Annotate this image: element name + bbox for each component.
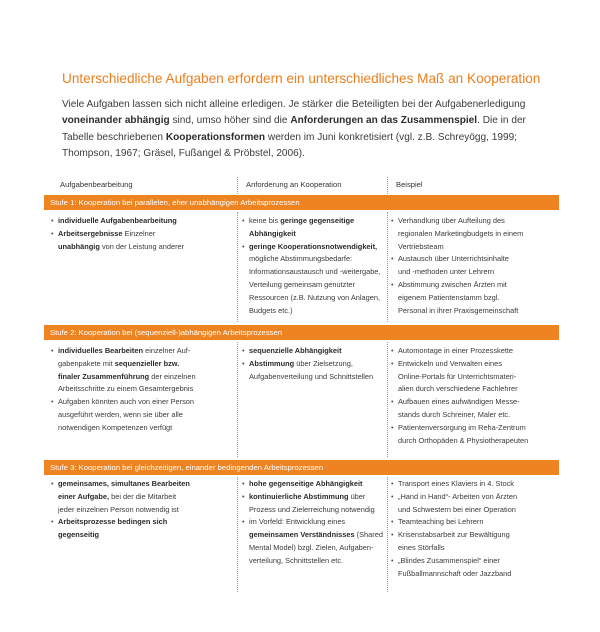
bold-text: gegenseitig (58, 530, 100, 540)
text-run: Ressourcen (z.B. Nutzung von Anlagen, (249, 292, 381, 302)
list-item (242, 241, 384, 318)
text-run: „Blindes Zusammenspiel“ einer (398, 555, 500, 565)
stage-1-aufgabenbearbeitung (51, 215, 233, 253)
text-run: von der Leistung anderer (99, 241, 185, 251)
intro-paragraph (62, 97, 546, 162)
list-item (391, 396, 559, 422)
text-run: der einzelnen (149, 371, 196, 381)
stage-3-aufgabenbearbeitung (51, 478, 233, 542)
text-run: . Die in der Tabelle beschriebenen (62, 115, 526, 143)
list-item (242, 215, 384, 241)
text-run: Einzelner (122, 228, 156, 238)
column-divider (387, 212, 388, 322)
text-run: einzelner Auf- (143, 346, 191, 355)
stage-1-band: Stufe 1: Kooperation bei parallelen, eher unabhängigen Arbeitsprozessen (44, 195, 559, 210)
text-run: jeder einzelnen Person notwendig ist (58, 504, 179, 514)
bold-text: voneinander abhängig (62, 115, 170, 127)
text-run: Verhandlung über Aufteilung des (398, 216, 505, 225)
list-item (391, 358, 559, 396)
column-header-anforderung: Anforderung an Kooperation (246, 180, 342, 189)
bold-text: Arbeitsergebnisse (58, 228, 123, 238)
bold-text: sequenzielle Abhängigkeit (249, 346, 342, 355)
bold-text: geringe Kooperationsnotwendigkeit, (249, 241, 378, 251)
column-divider (237, 342, 238, 457)
bullet-list (242, 478, 384, 568)
column-divider (387, 342, 388, 457)
text-run: ausgeführt werden, wenn sie über alle (58, 409, 183, 419)
text-run: Entwickeln und Verwalten eines (398, 358, 502, 368)
text-run: Abstimmung zwischen Ärzten mit (398, 279, 507, 289)
bold-text: Abstimmung (249, 358, 295, 368)
text-run: werden im Juni konkretisiert (vgl. z.B. Schreyögg, 1999; Thompson, 1967; Gräsel, Fußangel & Pröbstel, 2006). (62, 131, 517, 159)
column-header-aufgabenbearbeitung: Aufgabenbearbeitung (60, 180, 133, 189)
text-run: und -methoden unter Lehrern (398, 267, 495, 277)
list-item (391, 478, 559, 491)
text-run: Viele Aufgaben lassen sich nicht alleine erledigen. Je stärker die Beteiligten bei der Aufgabenerledigung (62, 99, 526, 110)
bold-text: sequenzieller bzw. (114, 358, 180, 368)
text-run: Mental Model) bzgl. Zielen, Aufgaben- (249, 542, 374, 552)
list-item (51, 228, 233, 254)
stage-2-anforderung (242, 345, 384, 383)
list-item (242, 491, 384, 517)
list-item (51, 396, 233, 434)
text-run: verteilung, Schnittstellen etc. (249, 555, 344, 565)
stage-3-beispiel (391, 478, 559, 580)
bold-text: geringe gegenseitige (280, 216, 355, 225)
text-run: bei der die Mitarbeit (109, 491, 177, 501)
stage-2-aufgabenbearbeitung (51, 345, 233, 435)
bold-text: Abhängigkeit (249, 228, 296, 238)
text-run: gabenpakete mit (58, 358, 115, 368)
text-run: „Hand in Hand“- Arbeiten von Ärzten (398, 491, 518, 501)
text-run: über Zielsetzung, (294, 358, 353, 368)
text-run: Vertriebsteam (398, 241, 444, 251)
text-run: Budgets etc.) (249, 305, 293, 315)
bold-text: individuelle Aufgabenbearbeitung (58, 216, 177, 225)
text-run: Austausch über Unterrichtsinhalte (398, 254, 509, 264)
list-item (391, 516, 559, 529)
text-run: Online-Portals für Unterrichtsmateri- (398, 371, 517, 381)
text-run: über (348, 491, 366, 501)
list-item (242, 358, 384, 384)
text-run: Aufgaben könnten auch von einer Person (58, 397, 195, 407)
bold-text: Arbeitsprozesse bedingen sich (58, 517, 168, 527)
stage-1-beispiel (391, 215, 559, 317)
stage-2-band: Stufe 2: Kooperation bei (sequenziell-)abhängigen Arbeitsprozessen (44, 325, 559, 340)
list-item (391, 422, 559, 448)
list-item (391, 253, 559, 279)
text-run: im Vorfeld: Entwicklung eines (249, 517, 346, 527)
bullet-list (391, 478, 559, 580)
text-run: eines Störfalls (398, 542, 445, 552)
text-run: Arbeitsschritte zu einem Gesamtergebnis (58, 384, 194, 394)
text-run: durch Orthopäden & Physiotherapeuten (398, 435, 529, 445)
column-header-beispiel: Beispiel (396, 180, 423, 189)
bold-text: unabhängig (58, 241, 100, 251)
list-item (391, 555, 559, 581)
column-divider (387, 477, 388, 592)
bold-text: finaler Zusammenführung (58, 371, 150, 381)
list-item (51, 345, 233, 396)
bullet-list (242, 345, 384, 383)
bullet-list (242, 215, 384, 317)
text-run: alien durch verschiedene Fachlehrer (398, 384, 518, 394)
bold-text: gemeinsames, simultanes Bearbeiten (58, 479, 190, 488)
column-divider (237, 177, 238, 194)
bullet-list (51, 345, 233, 435)
text-run: notwendigen Kompetenzen verfügt (58, 422, 173, 432)
list-item (51, 516, 233, 542)
text-run: Aufgabenverteilung und Schnittstellen (249, 371, 374, 381)
text-run: Prozess und Zielerreichung notwendig (249, 504, 375, 514)
column-divider (237, 212, 238, 322)
bullet-list (51, 215, 233, 253)
list-item (242, 345, 384, 358)
text-run: keine bis (249, 216, 281, 225)
list-item (391, 345, 559, 358)
column-divider (387, 177, 388, 194)
bullet-list (391, 345, 559, 447)
list-item (51, 215, 233, 228)
text-run: Verteilung gemeinsam genutzter (249, 279, 355, 289)
list-item (391, 491, 559, 517)
list-item (242, 516, 384, 567)
bold-text: kontinuierliche Abstimmung (249, 491, 349, 501)
stage-2-beispiel (391, 345, 559, 447)
text-run: sind, umso höher sind die (169, 115, 291, 127)
bullet-list (51, 478, 233, 542)
stage-1-anforderung (242, 215, 384, 317)
text-run: eigenem Patientenstamm bzgl. (398, 292, 500, 302)
page-title: Unterschiedliche Aufgaben erfordern ein unterschiedliches Maß an Kooperation (62, 71, 541, 86)
bold-text: einer Aufgabe, (58, 491, 110, 501)
list-item (242, 478, 384, 491)
bold-text: hohe gegenseitige Abhängigkeit (249, 479, 363, 488)
list-item (51, 478, 233, 516)
bold-text: individuelles Bearbeiten (58, 346, 144, 355)
list-item (391, 529, 559, 555)
text-run: Krisenstabsarbeit zur Bewältigung (398, 530, 510, 540)
text-run: Informationsaustausch und -weitergabe, (249, 267, 381, 277)
bold-text: Anforderungen an das Zusammenspiel (290, 115, 478, 127)
text-run: und Schwestern bei einer Operation (398, 504, 516, 514)
text-run: Fußballmannschaft oder Jazzband (398, 568, 512, 578)
list-item (391, 279, 559, 317)
column-divider (237, 477, 238, 592)
bold-text: gemeinsamen Verständnisses (249, 530, 355, 540)
text-run: Patientenversorgung im Reha-Zentrum (398, 422, 526, 432)
list-item (391, 215, 559, 253)
text-run: Automontage in einer Prozesskette (398, 346, 514, 355)
text-run: regionalen Marketingbudgets in einem (398, 228, 524, 238)
stage-3-anforderung (242, 478, 384, 568)
text-run: Transport eines Klaviers in 4. Stock (398, 479, 514, 488)
text-run: Personal in ihrer Praxisgemeinschaft (398, 305, 519, 315)
text-run: (Shared (354, 530, 383, 540)
text-run: stands durch Schreiner, Maler etc. (398, 409, 511, 419)
text-run: Aufbauen eines aufwändigen Messe- (398, 397, 520, 407)
text-run: Teamteaching bei Lehrern (398, 517, 484, 527)
bullet-list (391, 215, 559, 317)
stage-3-band: Stufe 3: Kooperation bei gleichzeitigen, einander bedingenden Arbeitsprozessen (44, 460, 559, 475)
text-run: mögliche Abstimmungsbedarfe: (249, 254, 353, 264)
bold-text: Kooperationsformen (165, 131, 266, 143)
